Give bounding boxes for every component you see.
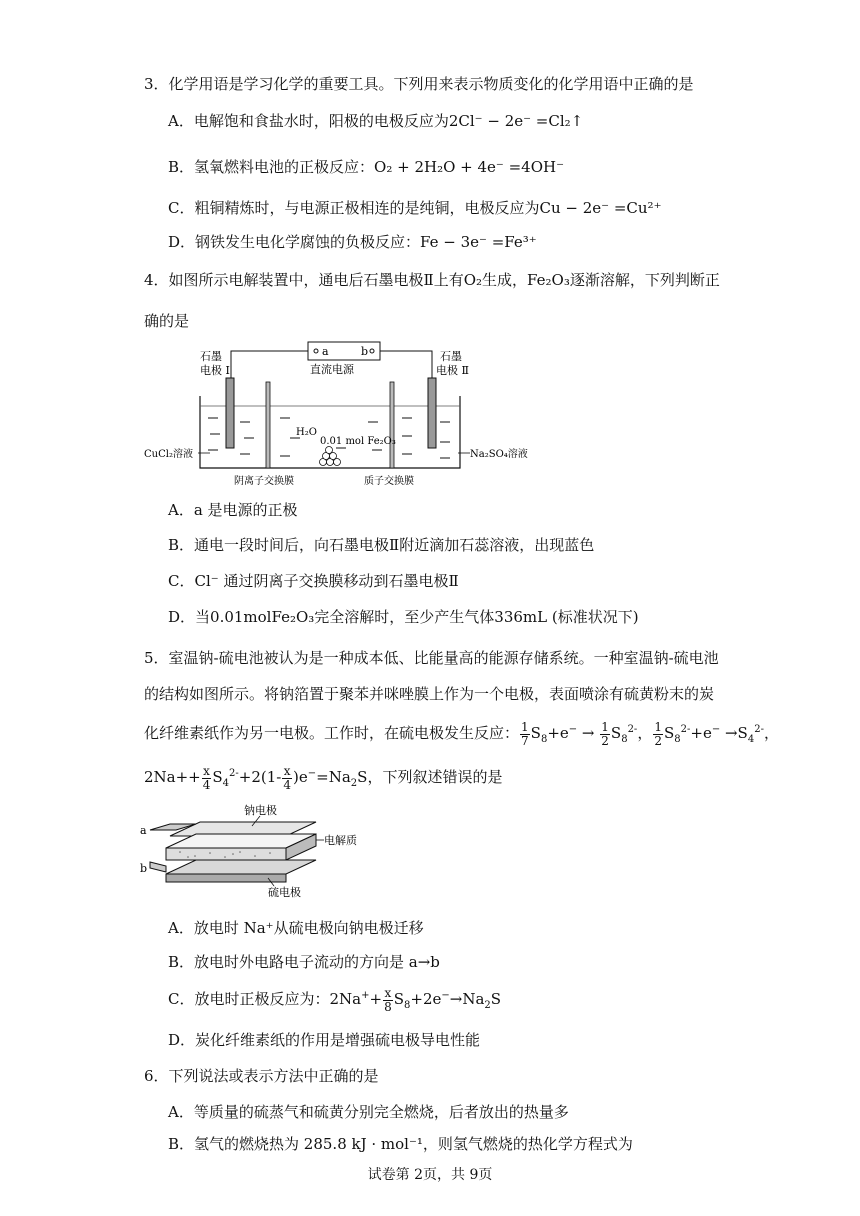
power-source-label: 直流电源 (310, 363, 354, 376)
left-electrode-label-1: 石墨 (200, 350, 222, 363)
lead-a-label: a (140, 824, 147, 837)
q4-option-b: B．通电一段时间后，向石墨电极Ⅱ附近滴加石蕊溶液，出现蓝色 (168, 536, 595, 554)
anion-membrane-label: 阴离子交换膜 (234, 476, 294, 487)
q5-stem-line3: 化纤维素纸作为另一电极。工作时，在硫电极发生反应： $\frac{1}{7}$ $S_8+e^-$ → $\frac{1}{2}$ $S_8^{2-}$， $\frac{1}{2}$ $S_8^{2-}+e^- \to S_4^{2-}$， (144, 719, 779, 748)
q5-option-a: A．放电时 Na⁺从硫电极向钠电极迁移 (168, 919, 424, 937)
q6-option-b: B．氢气的燃烧热为 285.8 kJ · mol⁻¹，则氢气燃烧的热化学方程式为 (168, 1135, 633, 1153)
fe2o3-label: 0.01 mol Fe₂O₃ (320, 436, 396, 447)
q5-reaction-2: $\frac{1}{2}$ $S_8^{2-}+e^- \to S_4^{2-}$ (654, 719, 764, 748)
s-electrode-label: 硫电极 (268, 886, 301, 899)
q6-stem: 6．下列说法或表示方法中正确的是 (144, 1067, 379, 1085)
electrolyte-label: 电解质 (324, 834, 357, 847)
terminal-b-label: b (361, 345, 369, 358)
q4-stem-line2: 确的是 (144, 312, 190, 330)
na-electrode-label: 钠电极 (244, 804, 277, 817)
q3-option-a: A．电解饱和食盐水时，阳极的电极反应为2Cl⁻ − 2e⁻ =Cl₂↑ (168, 112, 584, 130)
proton-membrane-label: 质子交换膜 (364, 476, 414, 487)
na-s-battery-figure (140, 800, 400, 900)
q3-stem: 3．化学用语是学习化学的重要工具。下列用来表示物质变化的化学用语中正确的是 (144, 75, 694, 93)
q3-d-equation: Fe − 3e⁻ =Fe³⁺ (420, 233, 537, 251)
q3-b-equation: O₂ + 2H₂O + 4e⁻ =4OH⁻ (374, 158, 565, 176)
lead-b-label: b (140, 862, 148, 875)
electrolysis-figure (140, 338, 540, 488)
q4-option-a: A．a 是电源的正极 (168, 501, 298, 519)
q4-option-d: D．当0.01molFe₂O₃完全溶解时，至少产生气体336mL (标准状况下) (168, 608, 639, 626)
q6-option-a: A．等质量的硫蒸气和硫黄分别完全燃烧，后者放出的热量多 (168, 1103, 569, 1121)
right-electrode-label-1: 石墨 (440, 350, 462, 363)
q5-c-equation: 2Na++ $\frac{x}{8}$ $S_8+2e^-\to Na_2S$ (329, 985, 502, 1014)
terminal-a-label: a (322, 345, 329, 358)
left-electrode-label-2: 电极 Ⅰ (200, 364, 230, 377)
q5-stem-line2: 的结构如图所示。将钠箔置于聚苯并咪唑膜上作为一个电极，表面喷涂有硫黄粉末的炭 (144, 685, 715, 703)
q3-a-equation: 2Cl⁻ − 2e⁻ =Cl₂↑ (448, 112, 584, 130)
q3-c-equation: Cu − 2e⁻ =Cu²⁺ (539, 199, 662, 217)
q5-stem-line1: 5．室温钠-硫电池被认为是一种成本低、比能量高的能源存储系统。一种室温钠-硫电池 (144, 649, 719, 667)
q4-stem-line1: 4．如图所示电解装置中，通电后石墨电极Ⅱ上有O₂生成，Fe₂O₃逐渐溶解，下列判断正 (144, 271, 720, 289)
q5-stem-line4: 2Na++ $\frac{x}{4}$ $S_4^{2-}+2(1-$ $\frac{x}{4}$ )$e^-=Na_2S$，下列叙述错误的是 (144, 763, 503, 792)
q5-reaction-3: 2Na++ $\frac{x}{4}$ $S_4^{2-}+2(1-$ $\frac{x}{4}$ )$e^-=Na_2S$ (144, 763, 368, 792)
na2so4-solution-label: Na₂SO₄溶液 (470, 449, 528, 460)
q5-option-d: D．炭化纤维素纸的作用是增强硫电极导电性能 (168, 1031, 481, 1049)
right-electrode-label-2: 电极 Ⅱ (436, 364, 469, 377)
q3-option-b: B．氢氧燃料电池的正极反应：O₂ + 2H₂O + 4e⁻ =4OH⁻ (168, 158, 565, 176)
page-footer: 试卷第 2页，共 9页 (367, 1167, 493, 1183)
h2o-label: H₂O (296, 427, 317, 438)
cucl2-solution-label: CuCl₂溶液 (144, 449, 193, 460)
q3-option-c: C．粗铜精炼时，与电源正极相连的是纯铜，电极反应为Cu − 2e⁻ =Cu²⁺ (168, 199, 662, 217)
q5-option-b: B．放电时外电路电子流动的方向是 a→b (168, 953, 440, 971)
q5-reaction-1: $\frac{1}{7}$ $S_8+e^-$ → $\frac{1}{2}$ $S_8^{2-}$ (521, 719, 638, 748)
q5-option-c: C．放电时正极反应为：2Na++ $\frac{x}{8}$ $S_8+2e^-\to Na_2S$ (168, 985, 502, 1014)
q3-option-d: D．钢铁发生电化学腐蚀的负极反应：Fe − 3e⁻ =Fe³⁺ (168, 233, 537, 251)
q4-option-c: C．Cl⁻ 通过阴离子交换膜移动到石墨电极Ⅱ (168, 572, 459, 590)
